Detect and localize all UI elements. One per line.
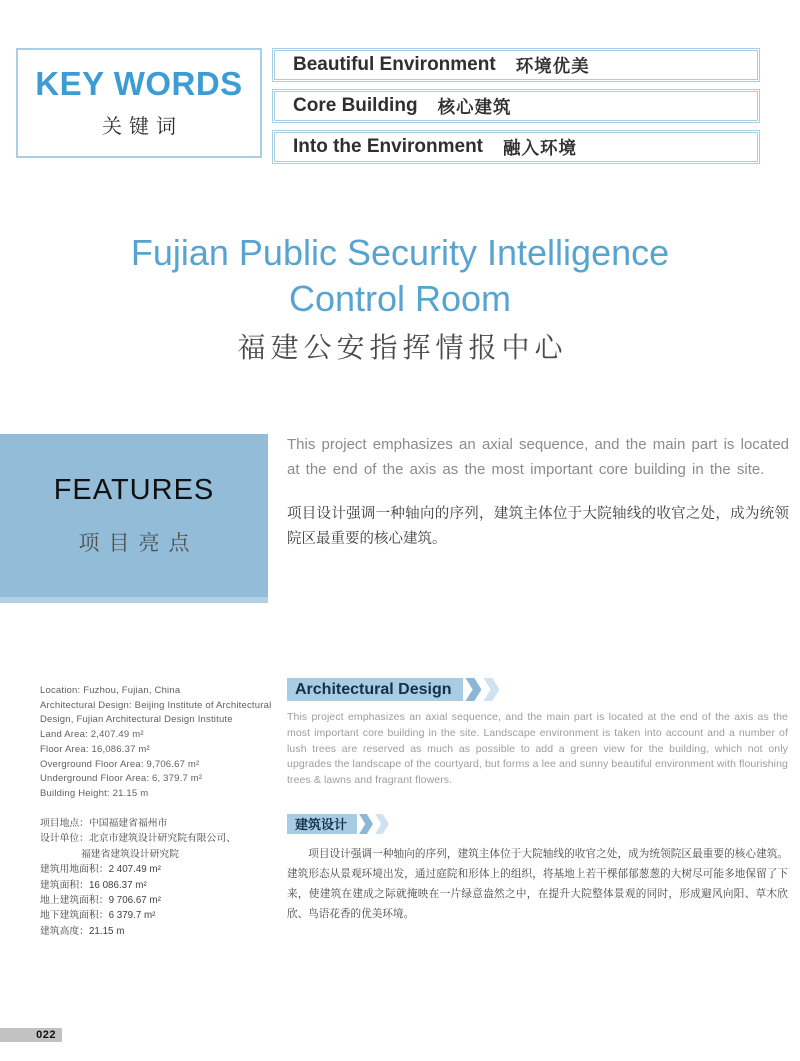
- info-line: Land Area: 2,407.49 m²: [40, 729, 144, 741]
- keyword-item-zh: 核心建筑: [437, 96, 512, 117]
- project-info-zh: [40, 816, 280, 939]
- section-body-zh: 项目设计强调一种轴向的序列，建筑主体位于大院轴线的收官之处，成为统领院区最重要的核心建筑。建筑形态从景观环境出发，通过庭院和形体上的组织，将基地上若干棵郁郁葱葱的大树尽可能多地保留了下来，使建筑在建成之际就掩映在一片绿意盎然之中，在提升大院整体景观的同时，形成避风向阳、草木欣欣、鸟语花香的优美环境。: [287, 847, 788, 920]
- info-line: 项目地点：中国福建省福州市: [40, 818, 168, 829]
- section-heading: [287, 678, 788, 701]
- keywords-title-box: [16, 48, 262, 158]
- info-line: 建筑用地面积：2 407.49 m²: [40, 864, 161, 876]
- project-title-zh: 福建公安指挥情报中心: [237, 332, 568, 363]
- keyword-item-zh: 融入环境: [503, 137, 577, 158]
- chevron-right-icon: [375, 814, 389, 834]
- features-summary-zh: 项目设计强调一种轴向的序列，建筑主体位于大院轴线的收官之处，成为统领院区最重要的核心建筑。: [287, 506, 789, 547]
- keyword-item-zh: 环境优美: [515, 55, 590, 76]
- info-line: Overground Floor Area: 9,706.67 m²: [40, 758, 200, 770]
- info-line: 建筑高度：21.15 m: [40, 925, 125, 937]
- features-label-zh: 项目亮点: [78, 532, 199, 555]
- info-line: Location: Fuzhou, Fujian, China: [40, 685, 181, 696]
- features-summary-en: This project emphasizes an axial sequence, and the main part is located at the end of the axis as the most important core building in the site.: [287, 436, 789, 478]
- sections-column: [287, 678, 788, 924]
- chevron-right-icon: [465, 678, 481, 701]
- page-number-badge: [0, 1028, 62, 1042]
- keyword-item: [272, 48, 760, 82]
- keywords-title-zh: 关键词: [102, 116, 183, 138]
- project-info-en: [40, 684, 280, 802]
- keyword-item: [272, 89, 760, 123]
- info-line: Design, Fujian Architectural Design Institute: [40, 714, 233, 726]
- keywords-title-en: KEY WORDS: [35, 65, 243, 102]
- features-box: [0, 434, 268, 603]
- project-title-en: [0, 230, 800, 322]
- project-title-en-line2: Control Room: [288, 278, 512, 319]
- section-body-en: This project emphasizes an axial sequence, and the main part is located at the end of the axis as the most important core building in the site. Landscape environment is taken into account and a number of lush trees are reserved as much as possible to add a green view for the building, which not only upgrades the landscape of the courtyard, but forms a lee and sunny beautiful environment with flourishing trees & lawns and fragrant flowers.: [287, 711, 788, 787]
- section-architectural-design: [287, 678, 788, 789]
- info-line: Building Height: 21.15 m: [40, 787, 149, 799]
- page-number: 022: [36, 1029, 56, 1041]
- info-line: Architectural Design: Beijing Institute of Architectural: [40, 699, 272, 711]
- keyword-item: [272, 130, 760, 164]
- section-building-design: [287, 814, 788, 924]
- chevron-right-icon: [483, 678, 499, 701]
- info-line: 地下建筑面积：6 379.7 m²: [40, 910, 156, 922]
- keyword-item-en: Beautiful Environment: [293, 54, 496, 75]
- keyword-item-en: Core Building: [293, 95, 418, 116]
- info-line: 建筑面积：16 086.37 m²: [40, 879, 147, 891]
- keyword-item-en: Into the Environment: [293, 136, 483, 157]
- keywords-list: [272, 48, 760, 164]
- info-line: Floor Area: 16,086.37 m²: [40, 743, 150, 755]
- chevron-right-icon: [359, 814, 373, 834]
- features-label-en: FEATURES: [53, 474, 215, 506]
- project-title-en-line1: Fujian Public Security Intelligence: [130, 232, 670, 273]
- info-line: Underground Floor Area: 6, 379.7 m²: [40, 773, 203, 785]
- section-heading-chip: 建筑设计: [287, 814, 357, 834]
- section-heading: [287, 814, 788, 834]
- info-line: 福建省建筑设计研究院: [81, 848, 179, 860]
- info-line: 设计单位：北京市建筑设计研究院有限公司、: [40, 833, 236, 845]
- features-summary: [287, 432, 789, 552]
- section-heading-chip: Architectural Design: [287, 678, 463, 701]
- info-line: 地上建筑面积：9 706.67 m²: [40, 895, 161, 907]
